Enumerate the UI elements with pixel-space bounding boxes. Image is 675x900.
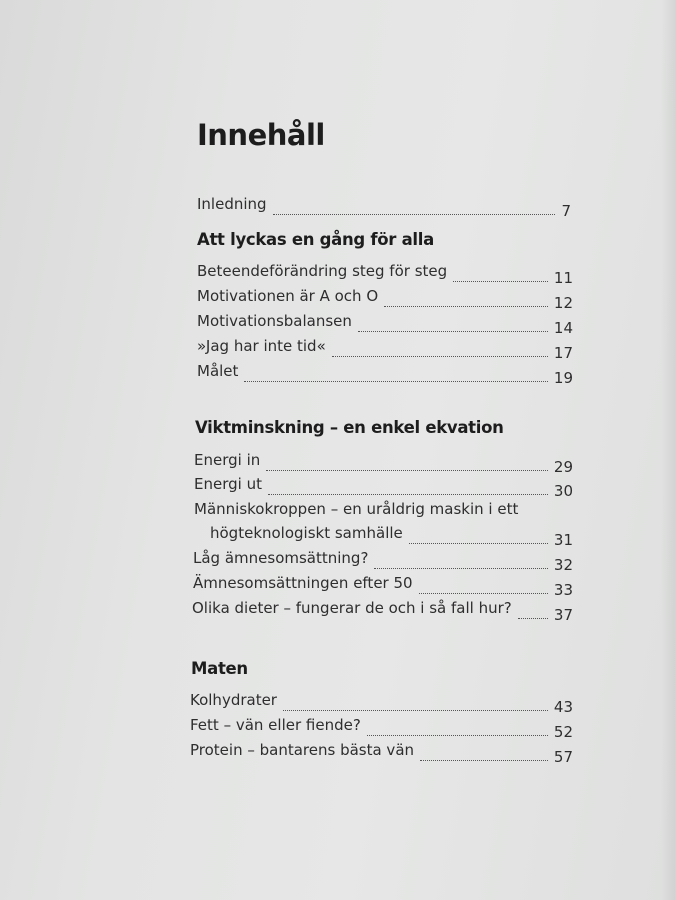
toc-entry (194, 475, 573, 500)
toc-entry-page: 14 (553, 319, 573, 337)
toc-entry-label: högteknologiskt samhälle (210, 524, 403, 542)
toc-entry-page: 52 (553, 723, 573, 741)
dot-leader (409, 543, 548, 544)
toc-entry-page: 30 (553, 482, 573, 500)
toc-entry-page: 12 (553, 294, 573, 312)
toc-entry-line-1 (194, 500, 573, 518)
toc-entry-page: 32 (553, 556, 573, 574)
toc-entry-page: 19 (553, 369, 573, 387)
toc-entry-label: Olika dieter – fungerar de och i så fall hur? (192, 599, 512, 617)
toc-entry-page: 37 (553, 606, 573, 624)
toc-entry-page: 57 (553, 748, 573, 766)
dot-leader (244, 381, 547, 382)
toc-entry-label: Målet (197, 362, 239, 380)
toc-entry-label: Energi in (194, 451, 261, 469)
toc-entry-page: 17 (553, 344, 573, 362)
toc-entry-inledning (197, 195, 571, 220)
dot-leader (266, 470, 548, 471)
toc-entry-label: Kolhydrater (190, 691, 277, 709)
toc-entry (197, 337, 573, 362)
toc-entry-label: Energi ut (194, 475, 262, 493)
dot-leader (374, 568, 547, 569)
toc-entry (193, 574, 573, 599)
toc-entry-page: 29 (553, 458, 573, 476)
toc-entry (194, 451, 573, 476)
toc-entry-page: 7 (561, 202, 571, 220)
toc-entry (197, 262, 573, 287)
toc-entry-label: Motivationsbalansen (197, 312, 352, 330)
toc-entry-label: Beteendeförändring steg för steg (197, 262, 448, 280)
toc-entry-page: 43 (553, 698, 573, 716)
dot-leader (518, 618, 548, 619)
dot-leader (358, 331, 548, 332)
toc-entry-page: 33 (553, 581, 573, 599)
toc-entry (197, 312, 573, 337)
section-heading: Att lyckas en gång för alla (197, 230, 434, 249)
dot-leader (273, 214, 556, 215)
toc-entry (192, 599, 573, 624)
dot-leader (420, 760, 548, 761)
toc-title: Innehåll (197, 118, 325, 152)
dot-leader (367, 735, 548, 736)
toc-entry-label: Låg ämnesomsättning? (193, 549, 369, 567)
section-heading: Viktminskning – en enkel ekvation (195, 418, 504, 437)
toc-entry (197, 362, 573, 387)
dot-leader (283, 710, 548, 711)
toc-entry-label: Inledning (197, 195, 267, 213)
toc-entry-label: Fett – vän eller fiende? (190, 716, 361, 734)
toc-entry-page: 11 (553, 269, 573, 287)
toc-entry-label: »Jag har inte tid« (197, 337, 326, 355)
toc-entry-label: Motivationen är A och O (197, 287, 379, 305)
toc-entry-label: Protein – bantarens bästa vän (190, 741, 415, 759)
dot-leader (419, 593, 548, 594)
toc-entry-line-2 (210, 524, 573, 549)
toc-entry-page: 31 (553, 531, 573, 549)
toc-entry (193, 549, 573, 574)
dot-leader (268, 494, 548, 495)
toc-entry-label: Ämnesomsättningen efter 50 (193, 574, 413, 592)
section-heading: Maten (191, 659, 248, 678)
toc-entry (190, 691, 573, 716)
dot-leader (332, 356, 548, 357)
toc-entry (197, 287, 573, 312)
toc-entry (190, 741, 573, 766)
dot-leader (384, 306, 548, 307)
dot-leader (453, 281, 548, 282)
toc-entry-label: Människokroppen – en uråldrig maskin i ett (194, 500, 519, 518)
toc-entry (190, 716, 573, 741)
